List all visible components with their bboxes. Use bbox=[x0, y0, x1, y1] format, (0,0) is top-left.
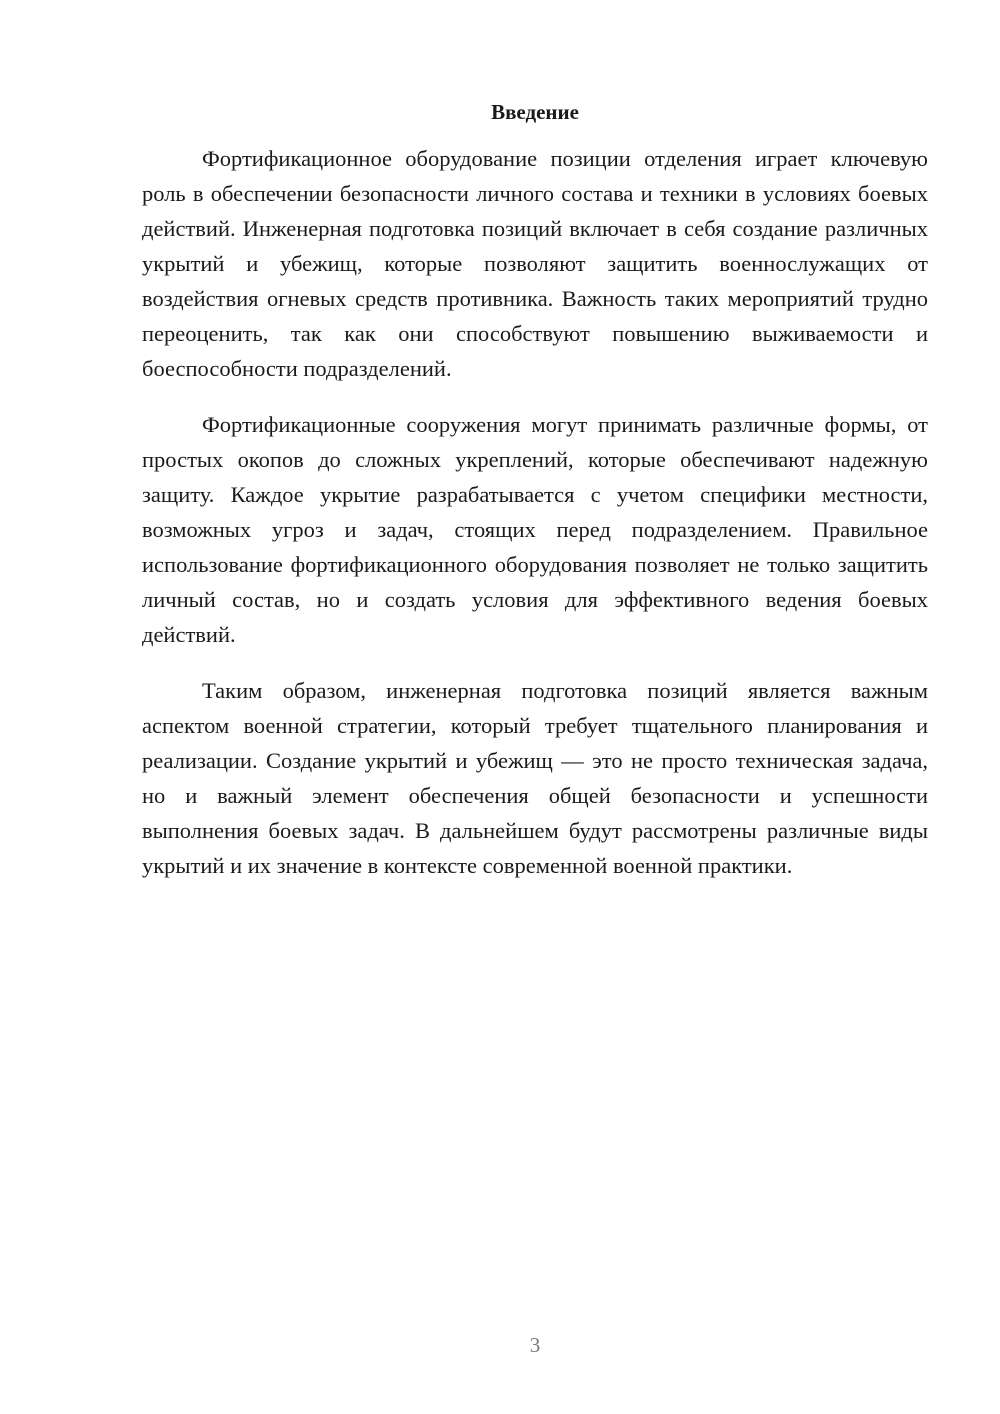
paragraph-3: Таким образом, инженерная подготовка позиций является важным аспектом военной стратегии, который требует тщательного планирования и реализации. Создание укрытий и убежищ — это не просто техническая задача, но и важный элемент обеспечения общей безопасности и успешности выполнения боевых задач. В дальнейшем будут рассмотрены различные виды укрытий и их значение в контексте современной военной практики. bbox=[142, 678, 928, 878]
section-title: Введение bbox=[491, 100, 579, 124]
paragraph-2: Фортификационные сооружения могут принимать различные формы, от простых окопов до сложных укреплений, которые обеспечивают надежную защиту. Каждое укрытие разрабатывается с учетом специфики местности, возможных угроз и задач, стоящих перед подразделением. Правильное использование фортификационного оборудования позволяет не только защитить личный состав, но и создать условия для эффективного ведения боевых действий. bbox=[142, 412, 928, 647]
body-text bbox=[142, 141, 928, 904]
page-number: 3 bbox=[529, 1333, 541, 1357]
paragraph-1: Фортификационное оборудование позиции отделения играет ключевую роль в обеспечении безопасности личного состава и техники в условиях боевых действий. Инженерная подготовка позиций включает в себя создание различных укрытий и убежищ, которые позволяют защитить военнослужащих от воздействия огневых средств противника. Важность таких мероприятий трудно переоценить, так как они способствуют повышению выживаемости и боеспособности подразделений. bbox=[142, 146, 928, 381]
